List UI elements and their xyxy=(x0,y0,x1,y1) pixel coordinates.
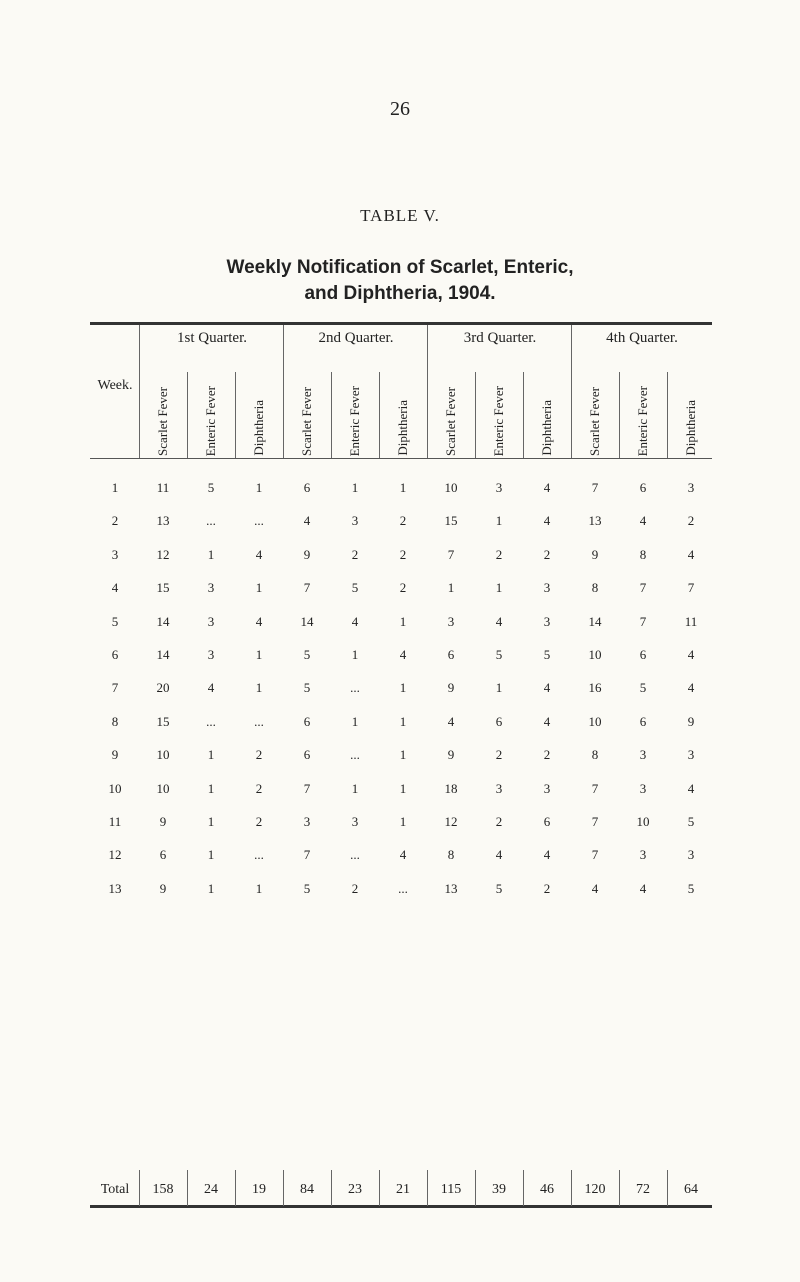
total-cell: 24 xyxy=(204,1182,218,1197)
table-cell: 5 xyxy=(543,647,551,662)
table-row xyxy=(92,580,712,604)
table-cell: 10 xyxy=(636,814,650,829)
table-cell: 4 xyxy=(687,680,695,696)
table-cell: 2 xyxy=(543,546,551,562)
table-cell: 3 xyxy=(687,480,695,495)
table-cell: ... xyxy=(398,880,408,896)
table-cell: 3 xyxy=(543,780,551,796)
table-cell: 4 xyxy=(687,647,695,662)
table-cell: 2 xyxy=(399,546,407,562)
table-cell: ... xyxy=(206,713,216,729)
table-cell: 18 xyxy=(444,780,458,796)
table-cell: 1 xyxy=(351,647,359,662)
week-number: 9 xyxy=(111,747,119,763)
table-cell: 2 xyxy=(399,513,407,529)
quarter-3-header: 3rd Quarter. xyxy=(463,330,537,346)
table-cell: 1 xyxy=(351,780,359,796)
table-cell: 1 xyxy=(255,647,263,662)
table-cell: 9 xyxy=(591,546,599,562)
table-cell: 1 xyxy=(399,780,407,796)
table-cell: 3 xyxy=(351,814,359,829)
table-cell: ... xyxy=(350,680,360,696)
table-cell: 7 xyxy=(639,580,647,596)
table-cell: 6 xyxy=(495,713,503,729)
table-row xyxy=(92,881,712,905)
table-cell: 3 xyxy=(303,814,311,829)
table-cell: 6 xyxy=(639,647,647,662)
table-cell: 8 xyxy=(591,580,599,596)
column-header-label: Enteric Fever xyxy=(203,385,218,456)
column-header xyxy=(236,376,282,456)
table-cell: 15 xyxy=(156,580,170,596)
table-cell: 8 xyxy=(447,847,455,863)
table-cell: 4 xyxy=(639,880,647,896)
column-header-label: Scarlet Fever xyxy=(587,387,602,456)
table-cell: 6 xyxy=(639,480,647,495)
total-cell: 21 xyxy=(396,1182,410,1197)
week-number: 12 xyxy=(108,847,122,863)
table-cell: 1 xyxy=(399,480,407,495)
total-cell: 120 xyxy=(584,1182,606,1197)
table-cell: 3 xyxy=(351,513,359,529)
column-header xyxy=(668,376,714,456)
table-cell: 7 xyxy=(591,847,599,863)
table-cell: 1 xyxy=(207,847,215,863)
table-row xyxy=(92,513,712,537)
table-cell: 13 xyxy=(588,513,602,529)
table-cell: 2 xyxy=(495,814,503,829)
table-cell: 4 xyxy=(543,480,551,495)
table-cell: 7 xyxy=(591,780,599,796)
table-cell: 4 xyxy=(543,713,551,729)
table-cell: 20 xyxy=(156,680,170,696)
table-cell: 10 xyxy=(156,747,170,763)
table-cell: 9 xyxy=(159,880,167,896)
column-header xyxy=(284,376,330,456)
table-cell: 5 xyxy=(639,680,647,696)
table-cell: 1 xyxy=(351,713,359,729)
table-cell: 2 xyxy=(543,747,551,763)
table-row xyxy=(92,647,712,671)
header-rule xyxy=(90,458,712,459)
total-cell: 39 xyxy=(492,1182,506,1197)
column-header-label: Enteric Fever xyxy=(635,385,650,456)
table-cell: 3 xyxy=(639,747,647,763)
column-header xyxy=(188,376,234,456)
table-row xyxy=(92,714,712,738)
total-cell: 64 xyxy=(684,1182,698,1197)
table-cell: 4 xyxy=(687,780,695,796)
table-cell: 3 xyxy=(207,613,215,629)
table-cell: 1 xyxy=(255,580,263,596)
week-number: 4 xyxy=(111,580,119,596)
title-line-2: and Diphtheria, 1904. xyxy=(304,283,496,304)
week-number: 13 xyxy=(108,880,122,896)
page-number: 26 xyxy=(390,98,410,120)
table-cell: ... xyxy=(350,847,360,863)
column-header xyxy=(140,376,186,456)
table-cell: 3 xyxy=(543,613,551,629)
table-cell: 1 xyxy=(207,546,215,562)
table-cell: 2 xyxy=(351,880,359,896)
week-number: 1 xyxy=(111,480,119,495)
column-header-label: Scarlet Fever xyxy=(155,387,170,456)
table-cell: 10 xyxy=(156,780,170,796)
table-cell: 2 xyxy=(255,780,263,796)
total-cell: 46 xyxy=(540,1182,554,1197)
table-cell: 5 xyxy=(303,647,311,662)
table-row xyxy=(92,547,712,571)
table-row xyxy=(92,847,712,871)
table-cell: 3 xyxy=(687,747,695,763)
table-cell: 1 xyxy=(399,814,407,829)
table-cell: 3 xyxy=(639,847,647,863)
table-cell: 2 xyxy=(255,747,263,763)
table-cell: 5 xyxy=(207,480,215,495)
week-number: 5 xyxy=(111,613,119,629)
table-cell: 3 xyxy=(495,480,503,495)
table-cell: ... xyxy=(206,513,216,529)
table-cell: 9 xyxy=(687,713,695,729)
table-cell: 3 xyxy=(543,580,551,596)
table-cell: 1 xyxy=(255,880,263,896)
table-cell: 3 xyxy=(207,580,215,596)
table-cell: 6 xyxy=(639,713,647,729)
table-cell: 6 xyxy=(159,847,167,863)
table-label: TABLE V. xyxy=(360,206,440,225)
total-cell: 84 xyxy=(300,1182,314,1197)
table-cell: 7 xyxy=(303,580,311,596)
week-number: 8 xyxy=(111,713,119,729)
column-header-label: Diphtheria xyxy=(539,400,554,456)
week-number: 6 xyxy=(111,647,119,662)
column-header xyxy=(524,376,570,456)
column-header xyxy=(620,376,666,456)
table-cell: 7 xyxy=(303,847,311,863)
column-header xyxy=(380,376,426,456)
table-cell: 10 xyxy=(444,480,458,495)
table-cell: 5 xyxy=(687,814,695,829)
column-header-label: Scarlet Fever xyxy=(443,387,458,456)
table-cell: 1 xyxy=(351,480,359,495)
column-header-label: Diphtheria xyxy=(251,400,266,456)
table-row xyxy=(92,614,712,638)
total-cell: 23 xyxy=(348,1182,362,1197)
table-cell: 1 xyxy=(495,580,503,596)
table-cell: 2 xyxy=(399,580,407,596)
table-cell: 5 xyxy=(687,880,695,896)
table-cell: 9 xyxy=(159,814,167,829)
table-cell: 1 xyxy=(399,613,407,629)
table-cell: 9 xyxy=(447,747,455,763)
table-row xyxy=(92,480,712,504)
table-cell: 14 xyxy=(588,613,602,629)
table-cell: 1 xyxy=(207,780,215,796)
table-cell: 2 xyxy=(543,880,551,896)
column-header xyxy=(428,376,474,456)
table-cell: 1 xyxy=(495,680,503,696)
table-cell: 6 xyxy=(447,647,455,662)
table-cell: 13 xyxy=(444,880,458,896)
table-cell: 15 xyxy=(156,713,170,729)
quarter-2-header: 2nd Quarter. xyxy=(318,330,394,346)
table-cell: 1 xyxy=(495,513,503,529)
table-cell: 2 xyxy=(495,747,503,763)
table-row xyxy=(92,680,712,704)
table-cell: 11 xyxy=(156,480,170,495)
column-header xyxy=(476,376,522,456)
week-number: 3 xyxy=(111,546,119,562)
total-cell: 19 xyxy=(252,1182,266,1197)
top-rule xyxy=(90,322,712,325)
table-row xyxy=(92,781,712,805)
total-cell: 158 xyxy=(152,1182,174,1197)
table-cell: 4 xyxy=(687,546,695,562)
table-cell: 5 xyxy=(303,880,311,896)
total-cell: 72 xyxy=(636,1182,650,1197)
week-number: 10 xyxy=(108,780,122,796)
table-cell: 4 xyxy=(255,546,263,562)
table-cell: 3 xyxy=(207,647,215,662)
table-cell: 4 xyxy=(255,613,263,629)
table-cell: 4 xyxy=(543,847,551,863)
total-cell: 115 xyxy=(440,1182,462,1197)
table-cell: 10 xyxy=(588,647,602,662)
table-cell: 7 xyxy=(639,613,647,629)
week-number: 11 xyxy=(108,814,122,829)
column-header-label: Diphtheria xyxy=(683,400,698,456)
table-cell: 4 xyxy=(399,647,407,662)
table-cell: 7 xyxy=(687,580,695,596)
table-cell: 16 xyxy=(588,680,602,696)
table-cell: 1 xyxy=(255,680,263,696)
table-cell: 7 xyxy=(447,546,455,562)
table-cell: 1 xyxy=(399,747,407,763)
table-cell: 14 xyxy=(156,613,170,629)
table-cell: 6 xyxy=(303,747,311,763)
week-header: Week. xyxy=(97,378,133,393)
table-cell: 7 xyxy=(591,814,599,829)
table-cell: 6 xyxy=(543,814,551,829)
table-cell: 5 xyxy=(495,880,503,896)
table-cell: 14 xyxy=(156,647,170,662)
table-cell: 12 xyxy=(444,814,458,829)
table-cell: 6 xyxy=(303,713,311,729)
table-row xyxy=(92,747,712,771)
week-number: 7 xyxy=(111,680,119,696)
table-cell: 11 xyxy=(684,613,698,629)
column-header-label: Diphtheria xyxy=(395,400,410,456)
table-cell: 5 xyxy=(351,580,359,596)
table-cell: 4 xyxy=(495,847,503,863)
total-row xyxy=(92,1182,712,1206)
table-cell: 1 xyxy=(255,480,263,495)
title-line-1: Weekly Notification of Scarlet, Enteric, xyxy=(226,257,574,278)
table-row xyxy=(92,814,712,838)
table-cell: 1 xyxy=(399,713,407,729)
table-cell: 3 xyxy=(639,780,647,796)
table-cell: 10 xyxy=(588,713,602,729)
table-cell: 2 xyxy=(255,814,263,829)
table-cell: 3 xyxy=(687,847,695,863)
column-header-label: Enteric Fever xyxy=(491,385,506,456)
table-cell: 9 xyxy=(447,680,455,696)
table-cell: ... xyxy=(254,847,264,863)
table-cell: ... xyxy=(254,513,264,529)
table-cell: 5 xyxy=(303,680,311,696)
week-number: 2 xyxy=(111,513,119,529)
table-cell: 1 xyxy=(207,747,215,763)
table-cell: 9 xyxy=(303,546,311,562)
table-cell: 4 xyxy=(303,513,311,529)
table-cell: 2 xyxy=(687,513,695,529)
table-cell: 2 xyxy=(495,546,503,562)
quarter-4-header: 4th Quarter. xyxy=(606,330,678,346)
table-cell: 1 xyxy=(447,580,455,596)
table-cell: 3 xyxy=(495,780,503,796)
table-cell: 2 xyxy=(351,546,359,562)
table-cell: 1 xyxy=(207,814,215,829)
table-cell: 14 xyxy=(300,613,314,629)
table-cell: 1 xyxy=(207,880,215,896)
quarter-1-header: 1st Quarter. xyxy=(177,330,247,346)
table-cell: 13 xyxy=(156,513,170,529)
table-cell: 4 xyxy=(543,513,551,529)
table-cell: 15 xyxy=(444,513,458,529)
table-cell: 6 xyxy=(303,480,311,495)
column-header-label: Scarlet Fever xyxy=(299,387,314,456)
table-cell: 7 xyxy=(591,480,599,495)
table-cell: 1 xyxy=(399,680,407,696)
total-label: Total xyxy=(100,1182,130,1197)
table-cell: 4 xyxy=(543,680,551,696)
table-cell: 4 xyxy=(207,680,215,696)
table-cell: 12 xyxy=(156,546,170,562)
table-cell: 4 xyxy=(591,880,599,896)
column-header xyxy=(572,376,618,456)
table-cell: 7 xyxy=(303,780,311,796)
table-cell: 5 xyxy=(495,647,503,662)
table-cell: ... xyxy=(254,713,264,729)
table-cell: 8 xyxy=(591,747,599,763)
table-cell: 4 xyxy=(639,513,647,529)
column-header xyxy=(332,376,378,456)
table-cell: 4 xyxy=(495,613,503,629)
table-cell: ... xyxy=(350,747,360,763)
column-header-label: Enteric Fever xyxy=(347,385,362,456)
table-title xyxy=(0,255,800,307)
table-cell: 3 xyxy=(447,613,455,629)
table-cell: 8 xyxy=(639,546,647,562)
table-cell: 4 xyxy=(351,613,359,629)
table-cell: 4 xyxy=(399,847,407,863)
table-cell: 4 xyxy=(447,713,455,729)
